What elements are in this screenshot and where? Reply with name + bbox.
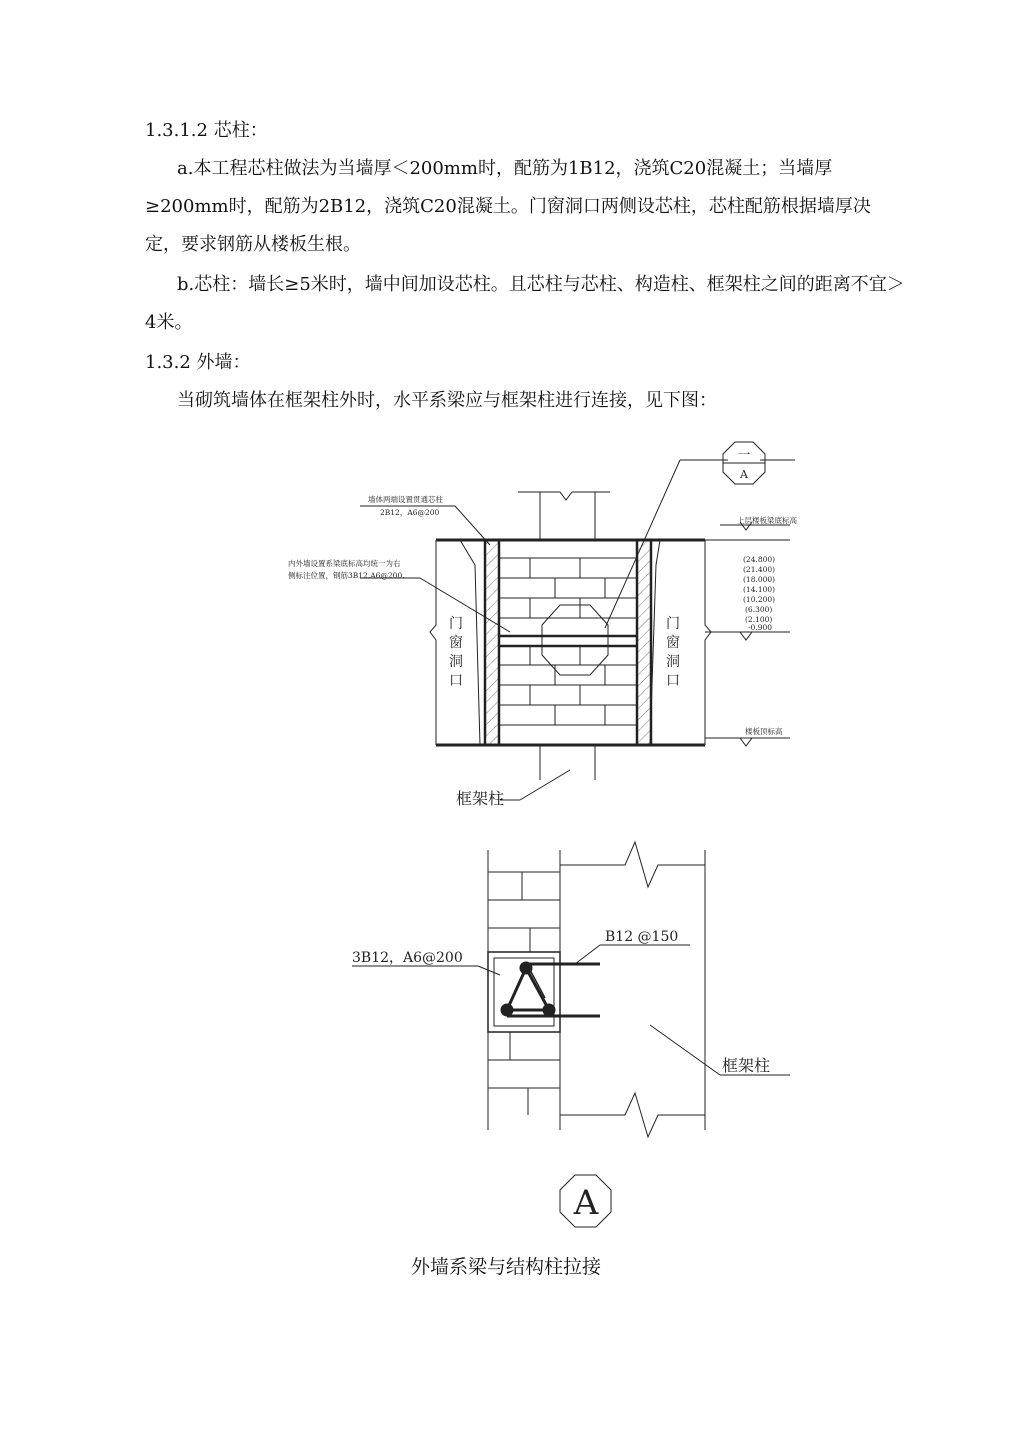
elevation-value-3: (18.000) — [743, 575, 776, 584]
label-upper-beam-elevation: 上层楼板梁底标高 — [737, 516, 797, 525]
opening-right-char-4: 口 — [666, 673, 680, 689]
heading-exterior-wall: 1.3.2 外墙： — [145, 352, 251, 373]
tie-beam-section — [352, 842, 790, 1227]
label-anchor-rebar: B12 @150 — [605, 929, 679, 945]
opening-left-char-4: 口 — [449, 673, 463, 689]
label-frame-column-elevation: 框架柱 — [456, 789, 505, 808]
connection-drawing — [0, 430, 1012, 1250]
paragraph-intro: 当砌筑墙体在框架柱外时，水平系梁应与框架柱进行连接，见下图： — [177, 390, 717, 411]
section-mark-top: 一 — [737, 448, 751, 463]
note-core-column: 墙体两端设置贯通芯柱 — [368, 495, 443, 504]
elevation-value-6: (6.300) — [745, 605, 773, 614]
section-mark-bottom: A — [740, 468, 748, 481]
opening-right-char-1: 门 — [666, 616, 680, 632]
elevation-value-1: (24.800) — [743, 555, 776, 564]
opening-right-char-2: 窗 — [666, 635, 680, 651]
opening-left-char-3: 洞 — [449, 654, 463, 670]
opening-left-char-2: 窗 — [449, 635, 463, 651]
elevation-value-2: (21.400) — [743, 565, 776, 574]
opening-left-char-1: 门 — [449, 616, 463, 632]
elevation-value-8: -0.900 — [748, 623, 773, 632]
label-beam-rebar: 3B12，A6@200 — [352, 950, 463, 966]
note-tie-beam-line1: 内外墙设置系梁底标高均统一为右 — [288, 559, 401, 568]
figure-caption: 外墙系梁与结构柱拉接 — [410, 1256, 601, 1278]
paragraph-b: b.芯柱：墙长≥5米时，墙中间加设芯柱。且芯柱与芯柱、构造柱、框架柱之间的距离不宜＞4米。 — [145, 274, 905, 333]
label-floor-top-elevation: 楼板顶标高 — [745, 727, 783, 736]
elevation-value-4: (14.100) — [743, 585, 776, 594]
elevation-value-7: (2.100) — [745, 615, 773, 624]
paragraph-a: a.本工程芯柱做法为当墙厚＜200mm时，配筋为1B12，浇筑C20混凝土；当墙厚≥200mm时，配筋为2B12，浇筑C20混凝土。门窗洞口两侧设芯柱，芯柱配筋根据墙厚决定，要求钢筋从楼板生根。 — [145, 158, 871, 255]
elevation-value-5: (10.200) — [743, 595, 776, 604]
heading-core-column: 1.3.1.2 芯柱： — [145, 120, 268, 141]
opening-right-char-3: 洞 — [666, 654, 680, 670]
detail-mark-a: A — [573, 1183, 599, 1223]
note-tie-beam-line2: 侧标注位置，钢筋3B12,A6@200. — [288, 571, 405, 580]
note-core-column-rebar: 2B12，A6@200 — [380, 508, 440, 517]
label-frame-column-section: 框架柱 — [722, 1056, 771, 1075]
